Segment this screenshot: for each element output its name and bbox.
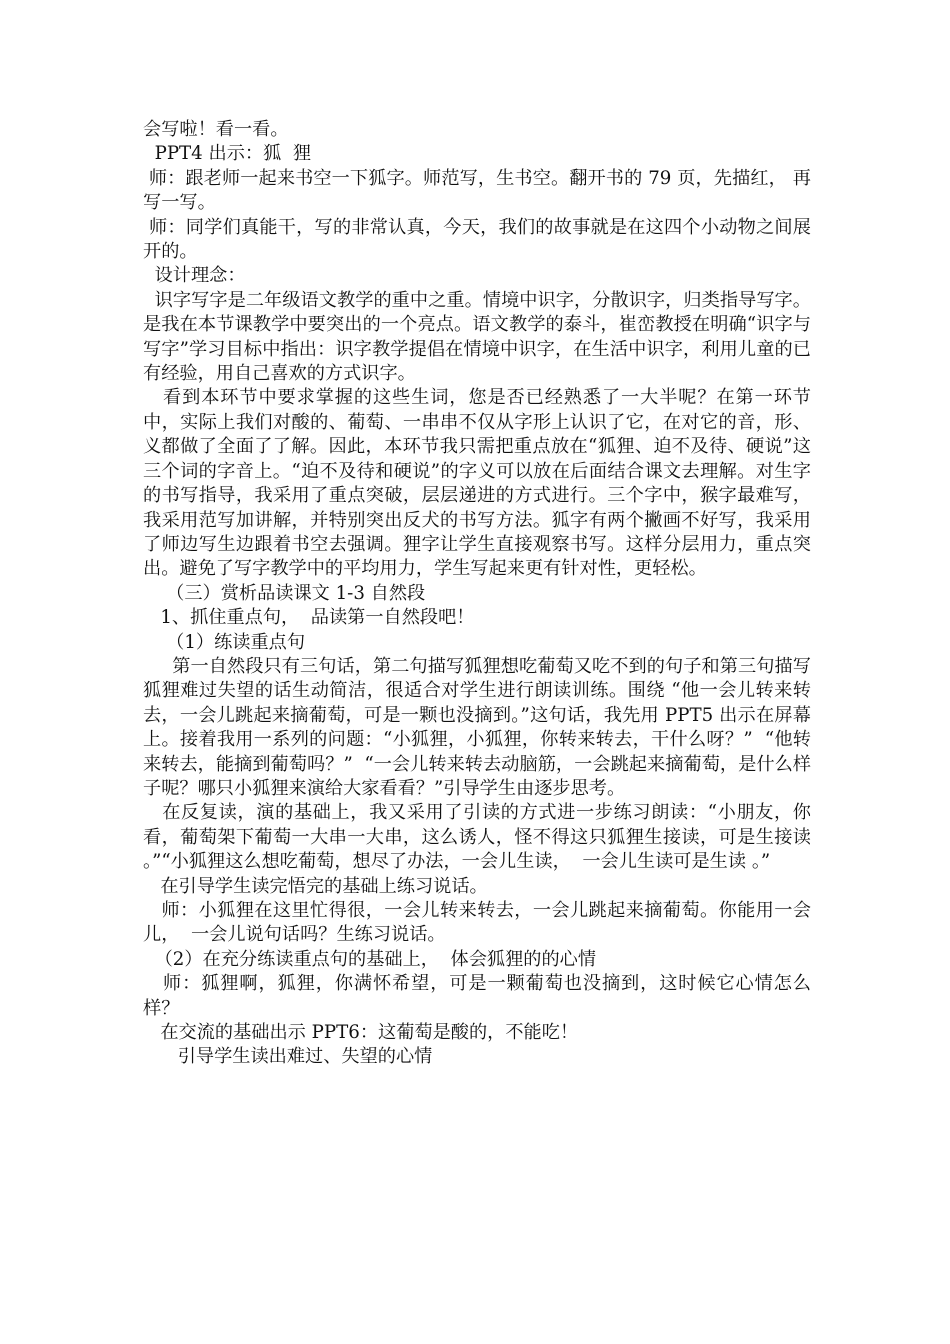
document-paragraph-14: 师：小狐狸在这里忙得很，一会儿转来转去，一会儿跳起来摘葡萄。你能用一会儿， 一会儿说句话吗？生练习说话。 bbox=[143, 900, 811, 946]
document-paragraph-12: 在反复读，演的基础上，我又采用了引读的方式进一步练习朗读：“小朋友，你看，葡萄架下葡萄一大串一大串，这么诱人，怪不得这只狐狸生接读，可是生接读 。”“小狐狸这么想吃葡萄，想尽了办法，一会儿生读， 一会儿生读可是生读 。” bbox=[143, 802, 817, 873]
document-paragraph-2: PPT4 出示：狐 狸 bbox=[143, 143, 312, 165]
document-paragraph-13: 在引导学生读完悟完的基础上练习说话。 bbox=[143, 875, 488, 897]
document-paragraph-11: 第一自然段只有三句话，第二句描写狐狸想吃葡萄又吃不到的句子和第三句描写狐狸难过失望的话生动简洁，很适合对学生进行朗读训练。围绕 “他一会儿转来转去，一会儿跳起来摘葡萄，可是一颗也没摘到。”这句话，我先用 PPT5 出示在屏幕上。接着我用一系列的问题：“小狐狸，小狐狸，你转来转去，干什么呀？” “他转来转去，能摘到葡萄吗？” “一会儿转来转去动脑筋，一会跳起来摘葡萄，是什么样子呢？哪只小狐狸来演给大家看看？”引导学生由逐步思考。 bbox=[143, 655, 811, 799]
document-paragraph-5: 设计理念： bbox=[143, 265, 246, 287]
document-paragraph-7: 看到本环节中要求掌握的这些生词，您是否已经熟悉了一大半呢？在第一环节中，实际上我们对酸的、葡萄、一串串不仅从字形上认识了它，在对它的音，形、义都做了全面了了解。因此，本环节我只需把重点放在“狐狸、迫不及待、硬说”这三个词的字音上。“迫不及待和硬说”的字义可以放在后面结合课文去理解。对生字的书写指导，我采用了重点突破，层层递进的方式进行。三个字中，猴字最难写，我采用范写加讲解，并特别突出反犬的书写方法。狐字有两个撇画不好写，我采用了师边写生边跟着书空去强调。狸字让学生直接观察书写。这样分层用力，重点突出。避免了写字教学中的平均用力，学生写起来更有针对性，更轻松。 bbox=[143, 387, 811, 580]
document-paragraph-4: 师：同学们真能干，写的非常认真，今天，我们的故事就是在这四个小动物之间展开的。 bbox=[143, 216, 811, 263]
document-paragraph-8: （三）赏析品读课文 1-3 自然段 bbox=[143, 582, 426, 604]
document-paragraph-16: 师：狐狸啊，狐狸，你满怀希望，可是一颗葡萄也没摘到，这时候它心情怎么样？ bbox=[143, 973, 811, 1019]
document-page bbox=[143, 118, 817, 1070]
document-paragraph-18: 引导学生读出难过、失望的心情 bbox=[143, 1046, 433, 1068]
document-paragraph-15: （2）在充分练读重点句的基础上， 体会狐狸的的心情 bbox=[143, 948, 597, 970]
document-paragraph-1: 会写啦！看一看。 bbox=[143, 119, 289, 140]
document-paragraph-9: 1、抓住重点句， 品读第一自然段吧！ bbox=[143, 607, 475, 629]
document-paragraph-3: 师：跟老师一起来书空一下狐字。师范写，生书空。翻开书的 79 页，先描红， 再写一写。 bbox=[143, 167, 811, 214]
document-paragraph-6: 识字写字是二年级语文教学的重中之重。情境中识字，分散识字，归类指导写字。是我在本节课教学中要突出的一个亮点。语文教学的泰斗，崔峦教授在明确“识字与写字”学习目标中指出：识字教学提倡在情境中识字，在生活中识字，利用儿童的已有经验，用自己喜欢的方式识字。 bbox=[143, 289, 811, 385]
document-paragraph-17: 在交流的基础出示 PPT6：这葡萄是酸的，不能吃！ bbox=[143, 1022, 579, 1044]
document-paragraph-10: （1）练读重点句 bbox=[143, 631, 306, 653]
